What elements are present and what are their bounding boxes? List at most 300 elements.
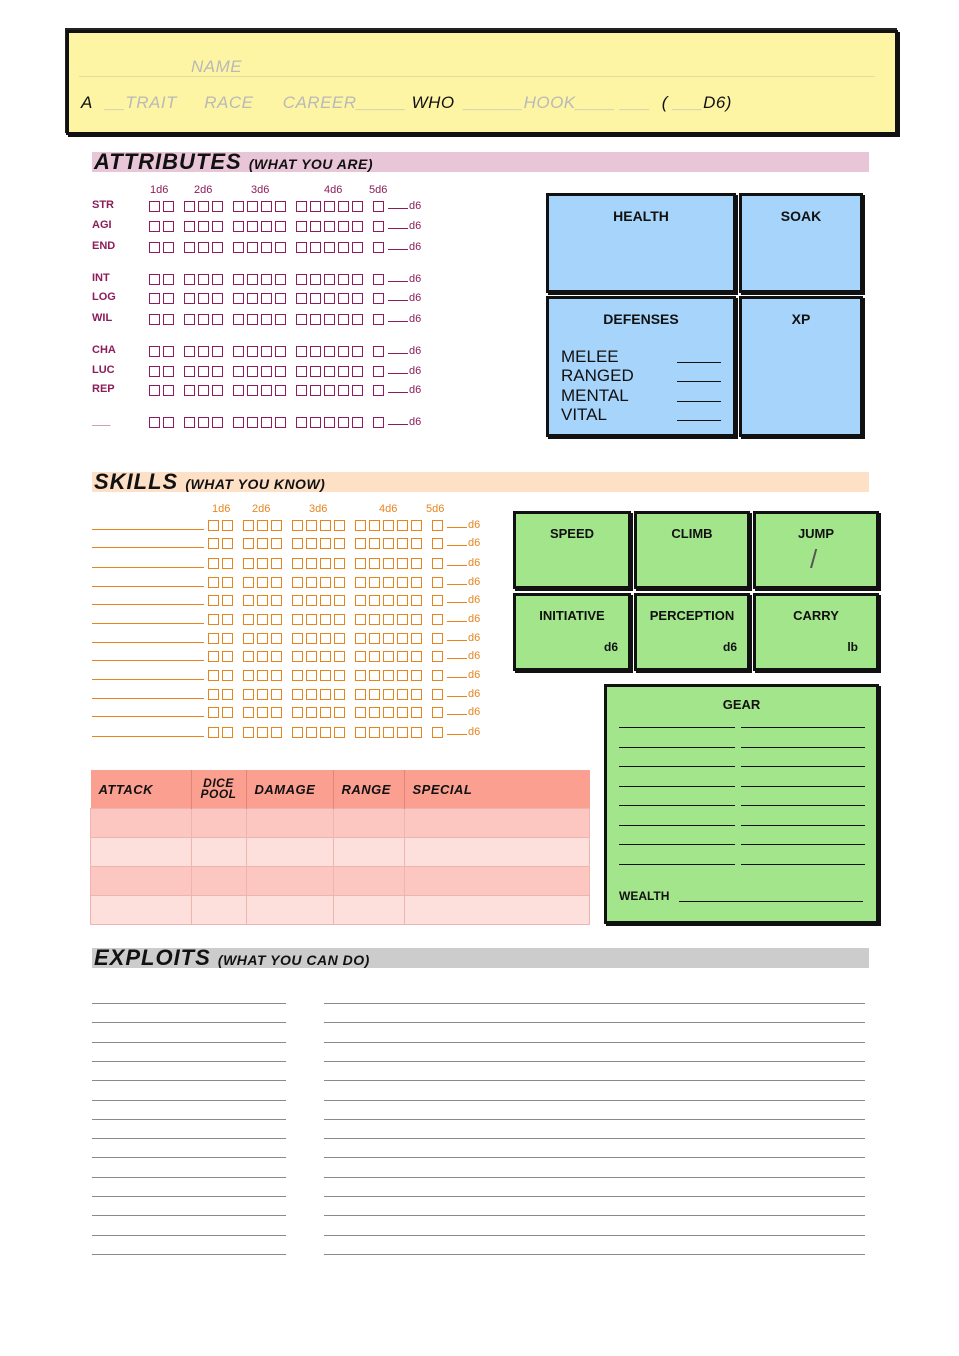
dice-checkbox[interactable] (397, 727, 408, 738)
exploit-line[interactable] (92, 1138, 286, 1139)
dice-checkbox[interactable] (310, 314, 321, 325)
skill-dice-total[interactable] (443, 557, 480, 569)
dice-checkbox[interactable] (257, 651, 268, 662)
dice-checkbox[interactable] (222, 614, 233, 625)
dice-checkbox[interactable] (310, 274, 321, 285)
special-cell[interactable] (404, 838, 590, 867)
gear-item-line[interactable] (619, 766, 735, 767)
dice-checkbox[interactable] (373, 293, 384, 304)
dice-checkbox[interactable] (369, 520, 380, 531)
dice-checkbox[interactable] (271, 558, 282, 569)
special-cell[interactable] (404, 867, 590, 896)
dice-checkbox[interactable] (352, 242, 363, 253)
dice-checkbox[interactable] (163, 366, 174, 377)
dice-checkbox[interactable] (432, 633, 443, 644)
dice-checkbox[interactable] (306, 520, 317, 531)
gear-item-line[interactable] (741, 805, 865, 806)
dice-checkbox[interactable] (352, 201, 363, 212)
initiative-box[interactable] (513, 593, 631, 671)
skill-dice-blank[interactable] (447, 584, 467, 585)
skill-dice-total[interactable] (443, 519, 480, 531)
dice-checkbox[interactable] (257, 670, 268, 681)
dice-checkbox[interactable] (373, 417, 384, 428)
skill-dice-blank[interactable] (447, 677, 467, 678)
name-field[interactable]: NAME (191, 57, 243, 76)
dice-checkbox[interactable] (247, 417, 258, 428)
dice-checkbox[interactable] (383, 670, 394, 681)
dice-checkbox[interactable] (320, 689, 331, 700)
dice-checkbox[interactable] (275, 385, 286, 396)
dice-checkbox[interactable] (355, 707, 366, 718)
exploit-line[interactable] (324, 1196, 865, 1197)
carry-box[interactable] (753, 593, 879, 671)
dice-checkbox[interactable] (373, 274, 384, 285)
dice-checkbox[interactable] (208, 633, 219, 644)
dice-checkbox[interactable] (243, 670, 254, 681)
wealth-field[interactable] (679, 901, 863, 902)
skill-dice-total[interactable] (443, 613, 480, 625)
climb-box[interactable] (634, 511, 750, 589)
attr-dice-total[interactable] (384, 220, 421, 232)
dice-checkbox[interactable] (383, 577, 394, 588)
dice-checkbox[interactable] (383, 538, 394, 549)
dice-checkbox[interactable] (184, 221, 195, 232)
dice-checkbox[interactable] (149, 417, 160, 428)
skill-dice-blank[interactable] (447, 602, 467, 603)
skill-dice-total[interactable] (443, 537, 480, 549)
defense-melee-field[interactable] (677, 362, 721, 363)
dice-checkbox[interactable] (261, 221, 272, 232)
dice-checkbox[interactable] (355, 633, 366, 644)
dice-checkbox[interactable] (243, 651, 254, 662)
dice-checkbox[interactable] (247, 274, 258, 285)
dice-checkbox[interactable] (261, 366, 272, 377)
dice-checkbox[interactable] (233, 242, 244, 253)
attr-dice-blank[interactable] (388, 353, 408, 354)
dice-checkbox[interactable] (243, 520, 254, 531)
dice-checkbox[interactable] (243, 707, 254, 718)
range-cell[interactable] (333, 809, 404, 838)
attr-dice-blank[interactable] (388, 249, 408, 250)
dice-checkbox[interactable] (397, 707, 408, 718)
dice-checkbox[interactable] (373, 366, 384, 377)
trait-field[interactable]: TRAIT (125, 93, 177, 112)
dice-checkbox[interactable] (257, 538, 268, 549)
dice-checkbox[interactable] (320, 614, 331, 625)
dice-checkbox[interactable] (320, 520, 331, 531)
dice-checkbox[interactable] (320, 707, 331, 718)
dice-checkbox[interactable] (310, 346, 321, 357)
dice-pool-cell[interactable] (191, 896, 246, 925)
dice-checkbox[interactable] (324, 221, 335, 232)
dice-checkbox[interactable] (411, 670, 422, 681)
dice-checkbox[interactable] (271, 614, 282, 625)
dice-checkbox[interactable] (275, 417, 286, 428)
dice-checkbox[interactable] (369, 633, 380, 644)
attack-cell[interactable] (91, 896, 192, 925)
dice-checkbox[interactable] (257, 614, 268, 625)
gear-item-line[interactable] (741, 727, 865, 728)
dice-checkbox[interactable] (373, 221, 384, 232)
exploit-line[interactable] (92, 1177, 286, 1178)
dice-checkbox[interactable] (383, 614, 394, 625)
dice-checkbox[interactable] (383, 651, 394, 662)
dice-checkbox[interactable] (355, 651, 366, 662)
dice-checkbox[interactable] (208, 538, 219, 549)
dice-checkbox[interactable] (320, 727, 331, 738)
skill-name-field[interactable] (92, 586, 204, 587)
range-cell[interactable] (333, 838, 404, 867)
dice-checkbox[interactable] (306, 727, 317, 738)
dice-checkbox[interactable] (257, 689, 268, 700)
dice-checkbox[interactable] (373, 385, 384, 396)
dice-checkbox[interactable] (257, 727, 268, 738)
dice-checkbox[interactable] (373, 201, 384, 212)
exploit-line[interactable] (92, 1196, 286, 1197)
dice-checkbox[interactable] (243, 633, 254, 644)
skill-name-field[interactable] (92, 679, 204, 680)
dice-pool-cell[interactable] (191, 809, 246, 838)
gear-item-line[interactable] (619, 786, 735, 787)
gear-item-line[interactable] (619, 825, 735, 826)
dice-checkbox[interactable] (383, 558, 394, 569)
dice-checkbox[interactable] (355, 577, 366, 588)
dice-checkbox[interactable] (338, 417, 349, 428)
exploit-line[interactable] (92, 1080, 286, 1081)
skill-name-field[interactable] (92, 623, 204, 624)
dice-checkbox[interactable] (355, 520, 366, 531)
xp-box[interactable] (739, 296, 863, 437)
dice-checkbox[interactable] (334, 707, 345, 718)
dice-checkbox[interactable] (292, 595, 303, 606)
dice-checkbox[interactable] (334, 577, 345, 588)
dice-checkbox[interactable] (296, 201, 307, 212)
attr-dice-total[interactable] (384, 313, 421, 325)
dice-checkbox[interactable] (352, 417, 363, 428)
dice-checkbox[interactable] (338, 385, 349, 396)
damage-cell[interactable] (246, 896, 333, 925)
dice-checkbox[interactable] (411, 558, 422, 569)
dice-checkbox[interactable] (184, 293, 195, 304)
dice-checkbox[interactable] (208, 707, 219, 718)
career-field[interactable]: CAREER (282, 93, 357, 112)
exploit-line[interactable] (92, 1157, 286, 1158)
dice-checkbox[interactable] (233, 385, 244, 396)
skill-dice-blank[interactable] (447, 640, 467, 641)
dice-checkbox[interactable] (411, 689, 422, 700)
dice-checkbox[interactable] (222, 689, 233, 700)
dice-checkbox[interactable] (212, 293, 223, 304)
dice-pool-cell[interactable] (191, 838, 246, 867)
attr-dice-total[interactable] (384, 365, 421, 377)
dice-checkbox[interactable] (149, 385, 160, 396)
dice-checkbox[interactable] (208, 595, 219, 606)
dice-checkbox[interactable] (352, 385, 363, 396)
dice-checkbox[interactable] (149, 274, 160, 285)
dice-checkbox[interactable] (397, 670, 408, 681)
dice-checkbox[interactable] (243, 727, 254, 738)
dice-checkbox[interactable] (292, 614, 303, 625)
dice-checkbox[interactable] (397, 689, 408, 700)
dice-checkbox[interactable] (383, 520, 394, 531)
dice-checkbox[interactable] (352, 221, 363, 232)
dice-checkbox[interactable] (163, 221, 174, 232)
dice-checkbox[interactable] (208, 670, 219, 681)
dice-checkbox[interactable] (369, 538, 380, 549)
dice-checkbox[interactable] (324, 242, 335, 253)
exploit-line[interactable] (92, 1100, 286, 1101)
exploit-line[interactable] (92, 1061, 286, 1062)
attr-dice-total[interactable] (384, 292, 421, 304)
dice-checkbox[interactable] (310, 201, 321, 212)
dice-checkbox[interactable] (320, 538, 331, 549)
attr-dice-total[interactable] (384, 416, 421, 428)
dice-checkbox[interactable] (275, 274, 286, 285)
dice-checkbox[interactable] (355, 689, 366, 700)
dice-checkbox[interactable] (324, 201, 335, 212)
damage-cell[interactable] (246, 809, 333, 838)
dice-checkbox[interactable] (397, 577, 408, 588)
skill-dice-blank[interactable] (447, 714, 467, 715)
exploit-line[interactable] (324, 1215, 865, 1216)
skill-dice-blank[interactable] (447, 545, 467, 546)
dice-checkbox[interactable] (334, 595, 345, 606)
dice-checkbox[interactable] (271, 707, 282, 718)
dice-checkbox[interactable] (306, 614, 317, 625)
dice-checkbox[interactable] (208, 727, 219, 738)
attr-dice-total[interactable] (384, 384, 421, 396)
dice-checkbox[interactable] (432, 670, 443, 681)
dice-checkbox[interactable] (292, 558, 303, 569)
dice-checkbox[interactable] (397, 558, 408, 569)
defense-ranged-field[interactable] (677, 381, 721, 382)
dice-checkbox[interactable] (184, 201, 195, 212)
hook-field[interactable]: HOOK (523, 93, 576, 112)
dice-checkbox[interactable] (247, 242, 258, 253)
dice-checkbox[interactable] (271, 689, 282, 700)
range-cell[interactable] (333, 896, 404, 925)
exploit-line[interactable] (92, 1215, 286, 1216)
dice-checkbox[interactable] (261, 385, 272, 396)
dice-checkbox[interactable] (261, 201, 272, 212)
dice-checkbox[interactable] (355, 538, 366, 549)
dice-checkbox[interactable] (261, 274, 272, 285)
dice-checkbox[interactable] (149, 346, 160, 357)
dice-checkbox[interactable] (257, 595, 268, 606)
attr-dice-total[interactable] (384, 273, 421, 285)
dice-checkbox[interactable] (355, 727, 366, 738)
dice-checkbox[interactable] (334, 538, 345, 549)
dice-checkbox[interactable] (373, 314, 384, 325)
gear-item-line[interactable] (741, 786, 865, 787)
dice-checkbox[interactable] (306, 595, 317, 606)
skill-name-field[interactable] (92, 567, 204, 568)
dice-checkbox[interactable] (320, 670, 331, 681)
skill-name-field[interactable] (92, 736, 204, 737)
dice-checkbox[interactable] (296, 293, 307, 304)
attr-dice-blank[interactable] (388, 208, 408, 209)
dice-checkbox[interactable] (324, 346, 335, 357)
skill-dice-blank[interactable] (447, 658, 467, 659)
dice-checkbox[interactable] (271, 577, 282, 588)
dice-checkbox[interactable] (222, 670, 233, 681)
dice-checkbox[interactable] (212, 221, 223, 232)
dice-checkbox[interactable] (334, 727, 345, 738)
dice-checkbox[interactable] (292, 538, 303, 549)
attr-dice-total[interactable] (384, 345, 421, 357)
attr-dice-blank[interactable] (388, 228, 408, 229)
dice-checkbox[interactable] (338, 346, 349, 357)
dice-checkbox[interactable] (275, 242, 286, 253)
dice-checkbox[interactable] (184, 242, 195, 253)
dice-checkbox[interactable] (184, 346, 195, 357)
dice-checkbox[interactable] (198, 346, 209, 357)
dice-checkbox[interactable] (275, 201, 286, 212)
dice-checkbox[interactable] (198, 385, 209, 396)
dice-checkbox[interactable] (352, 314, 363, 325)
health-box[interactable] (546, 193, 736, 293)
skill-name-field[interactable] (92, 547, 204, 548)
dice-checkbox[interactable] (369, 707, 380, 718)
dice-checkbox[interactable] (310, 221, 321, 232)
skill-dice-total[interactable] (443, 576, 480, 588)
dice-checkbox[interactable] (208, 689, 219, 700)
dice-checkbox[interactable] (198, 293, 209, 304)
dice-checkbox[interactable] (334, 614, 345, 625)
dice-checkbox[interactable] (212, 417, 223, 428)
dice-checkbox[interactable] (306, 670, 317, 681)
dice-checkbox[interactable] (247, 201, 258, 212)
dice-checkbox[interactable] (355, 595, 366, 606)
damage-cell[interactable] (246, 838, 333, 867)
skill-dice-total[interactable] (443, 726, 480, 738)
dice-checkbox[interactable] (163, 346, 174, 357)
dice-checkbox[interactable] (397, 614, 408, 625)
dice-checkbox[interactable] (247, 314, 258, 325)
dice-checkbox[interactable] (212, 314, 223, 325)
dice-checkbox[interactable] (306, 651, 317, 662)
dice-checkbox[interactable] (432, 595, 443, 606)
dice-checkbox[interactable] (233, 314, 244, 325)
dice-checkbox[interactable] (163, 314, 174, 325)
dice-checkbox[interactable] (163, 242, 174, 253)
dice-checkbox[interactable] (247, 293, 258, 304)
dice-checkbox[interactable] (271, 595, 282, 606)
dice-checkbox[interactable] (352, 366, 363, 377)
exploit-line[interactable] (92, 1119, 286, 1120)
dice-checkbox[interactable] (320, 595, 331, 606)
dice-checkbox[interactable] (292, 520, 303, 531)
range-cell[interactable] (333, 867, 404, 896)
gear-item-line[interactable] (741, 825, 865, 826)
exploit-line[interactable] (92, 1042, 286, 1043)
dice-checkbox[interactable] (261, 293, 272, 304)
dice-checkbox[interactable] (257, 633, 268, 644)
dice-checkbox[interactable] (369, 614, 380, 625)
dice-checkbox[interactable] (383, 707, 394, 718)
exploit-line[interactable] (92, 1254, 286, 1255)
dice-checkbox[interactable] (222, 633, 233, 644)
dice-checkbox[interactable] (243, 558, 254, 569)
dice-checkbox[interactable] (212, 385, 223, 396)
dice-checkbox[interactable] (338, 293, 349, 304)
dice-checkbox[interactable] (369, 577, 380, 588)
dice-checkbox[interactable] (355, 670, 366, 681)
dice-checkbox[interactable] (352, 274, 363, 285)
dice-checkbox[interactable] (373, 242, 384, 253)
dice-checkbox[interactable] (432, 689, 443, 700)
exploit-line[interactable] (324, 1022, 865, 1023)
dice-checkbox[interactable] (212, 274, 223, 285)
dice-checkbox[interactable] (222, 558, 233, 569)
dice-checkbox[interactable] (233, 274, 244, 285)
dice-checkbox[interactable] (373, 346, 384, 357)
dice-checkbox[interactable] (296, 346, 307, 357)
dice-checkbox[interactable] (247, 366, 258, 377)
dice-checkbox[interactable] (243, 577, 254, 588)
dice-checkbox[interactable] (184, 314, 195, 325)
dice-checkbox[interactable] (432, 520, 443, 531)
dice-checkbox[interactable] (233, 346, 244, 357)
dice-checkbox[interactable] (383, 595, 394, 606)
exploit-line[interactable] (324, 1235, 865, 1236)
dice-checkbox[interactable] (271, 727, 282, 738)
skill-name-field[interactable] (92, 698, 204, 699)
dice-checkbox[interactable] (222, 651, 233, 662)
skill-dice-total[interactable] (443, 669, 480, 681)
dice-checkbox[interactable] (275, 221, 286, 232)
dice-checkbox[interactable] (271, 633, 282, 644)
dice-checkbox[interactable] (184, 366, 195, 377)
gear-item-line[interactable] (741, 844, 865, 845)
dice-checkbox[interactable] (163, 417, 174, 428)
dice-checkbox[interactable] (149, 221, 160, 232)
dice-checkbox[interactable] (198, 417, 209, 428)
skill-name-field[interactable] (92, 642, 204, 643)
exploit-line[interactable] (324, 1157, 865, 1158)
dice-checkbox[interactable] (310, 366, 321, 377)
dice-checkbox[interactable] (243, 614, 254, 625)
dice-checkbox[interactable] (296, 417, 307, 428)
exploit-line[interactable] (324, 1119, 865, 1120)
dice-checkbox[interactable] (212, 346, 223, 357)
gear-item-line[interactable] (619, 727, 735, 728)
dice-checkbox[interactable] (306, 538, 317, 549)
dice-checkbox[interactable] (222, 727, 233, 738)
exploit-line[interactable] (324, 1003, 865, 1004)
dice-checkbox[interactable] (296, 242, 307, 253)
attr-dice-total[interactable] (384, 241, 421, 253)
gear-item-line[interactable] (741, 864, 865, 865)
skill-dice-total[interactable] (443, 706, 480, 718)
dice-checkbox[interactable] (411, 727, 422, 738)
gear-item-line[interactable] (741, 747, 865, 748)
dice-checkbox[interactable] (275, 346, 286, 357)
skill-dice-total[interactable] (443, 650, 480, 662)
exploit-line[interactable] (324, 1061, 865, 1062)
skill-dice-blank[interactable] (447, 734, 467, 735)
dice-checkbox[interactable] (355, 614, 366, 625)
dice-checkbox[interactable] (306, 689, 317, 700)
dice-checkbox[interactable] (261, 314, 272, 325)
dice-checkbox[interactable] (198, 314, 209, 325)
exploit-line[interactable] (92, 1235, 286, 1236)
dice-checkbox[interactable] (334, 651, 345, 662)
dice-checkbox[interactable] (411, 651, 422, 662)
dice-checkbox[interactable] (198, 274, 209, 285)
dice-checkbox[interactable] (149, 242, 160, 253)
attack-cell[interactable] (91, 809, 192, 838)
